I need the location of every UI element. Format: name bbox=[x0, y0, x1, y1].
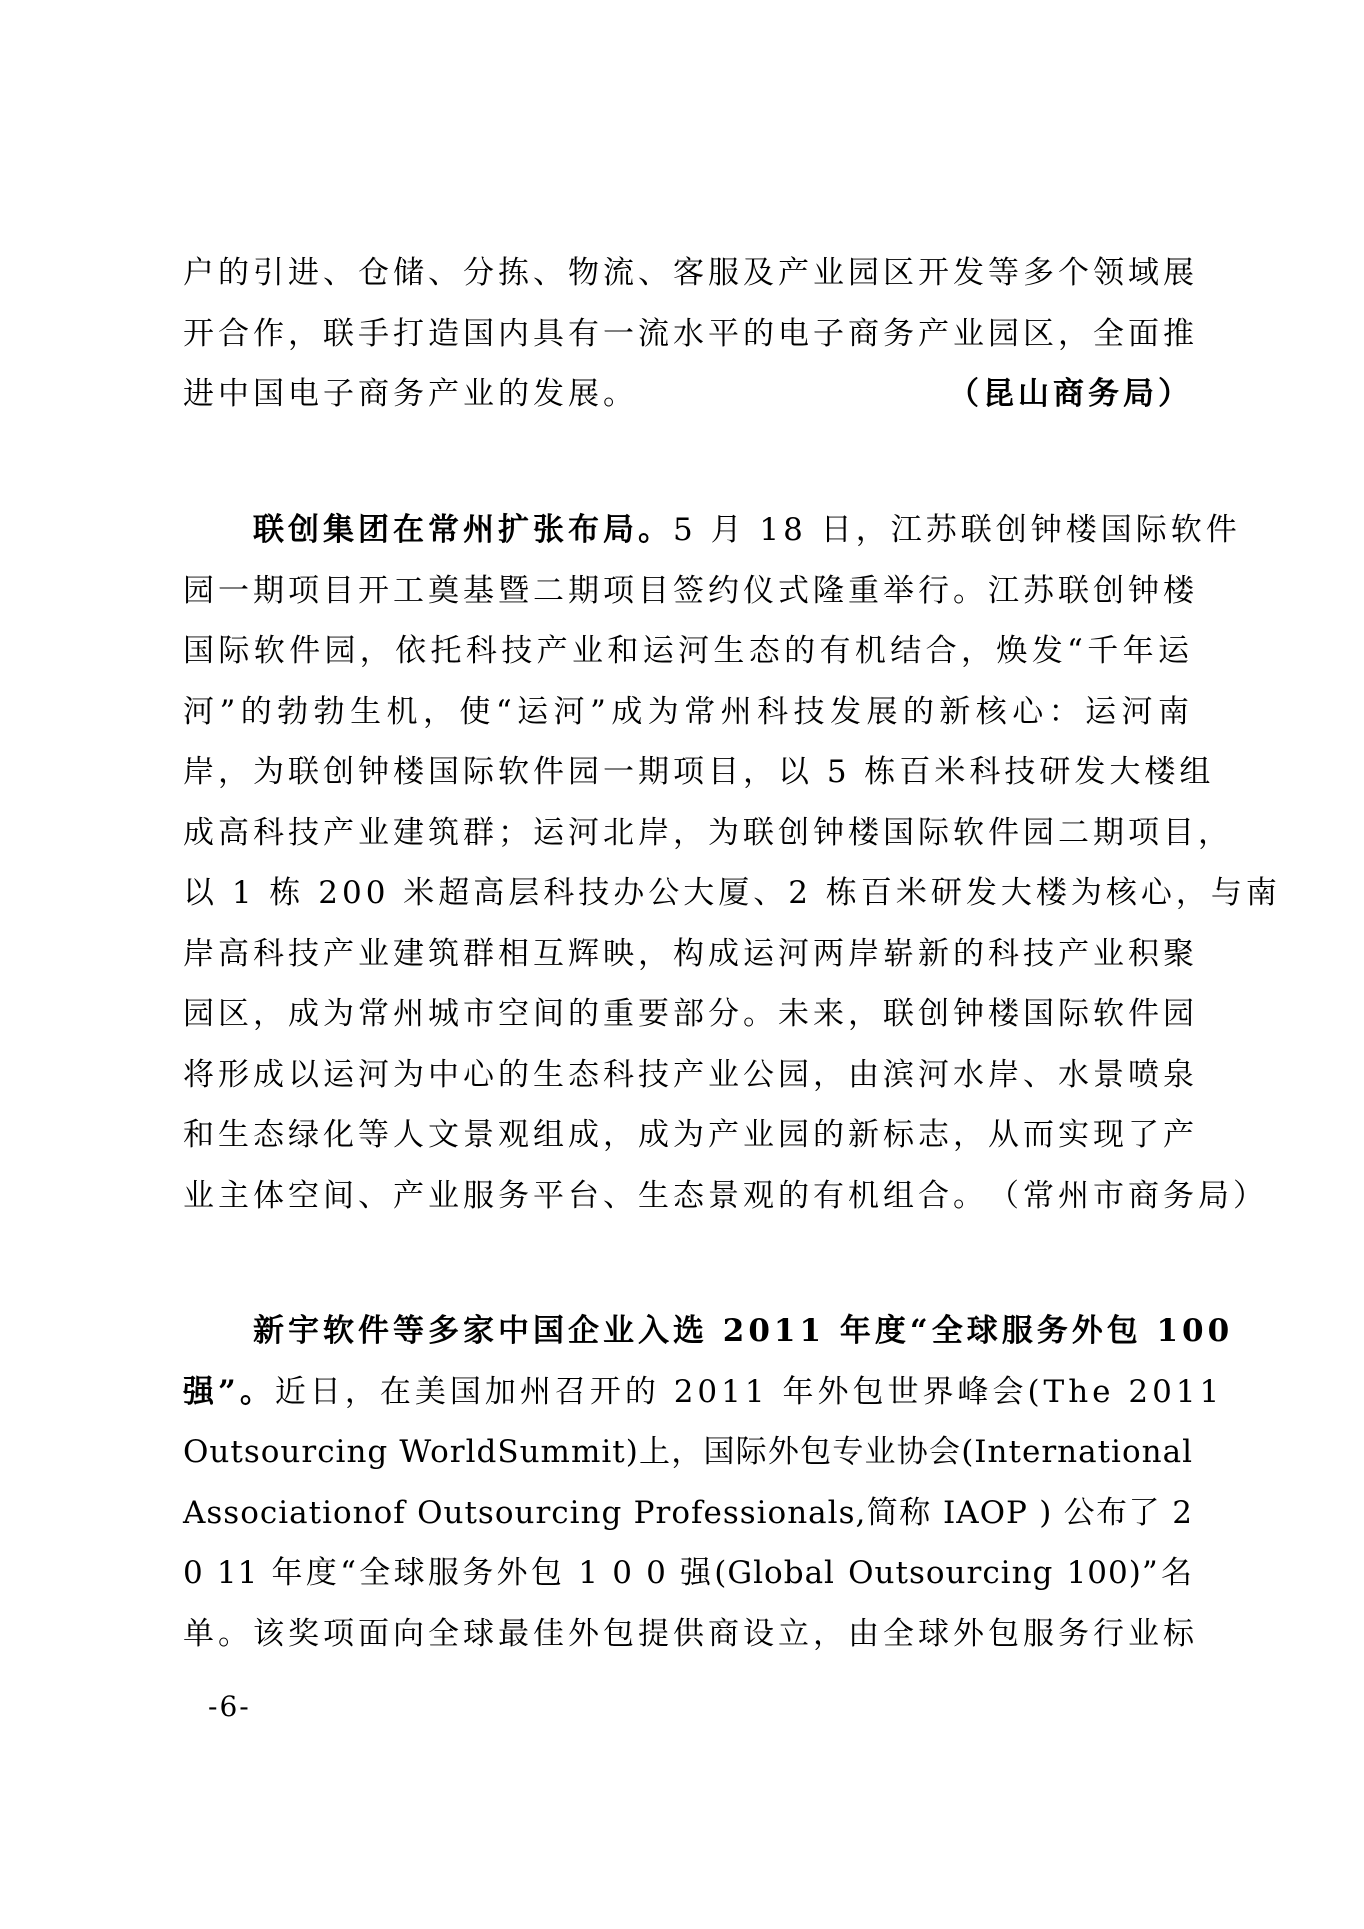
paragraph-1-line-1: 户的引进、仓储、分拣、物流、客服及产业园区开发等多个领域展 bbox=[183, 255, 1198, 291]
paragraph-3-line-6: 单。该奖项面向全球最佳外包提供商设立，由全球外包服务行业标 bbox=[183, 1615, 1198, 1652]
paragraph-3-title-line-2: 强”。 bbox=[183, 1373, 275, 1410]
paragraph-1-last-line bbox=[183, 364, 1193, 425]
paragraph-3-line-2 bbox=[183, 1362, 1224, 1423]
paragraph-1-source: （昆山商务局） bbox=[948, 376, 1193, 412]
paragraph-2-line-7: 以 1 栋 200 米超高层科技办公大厦、2 栋百米研发大楼为核心，与南 bbox=[183, 875, 1281, 911]
paragraph-3-line-3: Outsourcing WorldSummit)上，国际外包专业协会(International bbox=[183, 1434, 1193, 1470]
paragraph-2-line-11: 和生态绿化等人文景观组成，成为产业园的新标志，从而实现了产 bbox=[183, 1117, 1198, 1153]
paragraph-1 bbox=[183, 243, 1198, 425]
paragraph-2-last-text: 业主体空间、产业服务平台、生态景观的有机组合。 bbox=[183, 1177, 988, 1214]
paragraph-2-line-8: 岸高科技产业建筑群相互辉映，构成运河两岸崭新的科技产业积聚 bbox=[183, 935, 1198, 972]
paragraph-2-line-6: 成高科技产业建筑群；运河北岸，为联创钟楼国际软件园二期项目， bbox=[183, 814, 1233, 851]
paragraph-2-line-4: 河”的勃勃生机，使“运河”成为常州科技发展的新核心：运河南 bbox=[183, 693, 1193, 730]
paragraph-2 bbox=[183, 500, 1281, 1226]
paragraph-3-line-4: Associationof Outsourcing Professionals,简称 IAOP ) 公布了 2 bbox=[183, 1494, 1193, 1531]
page-number: -6- bbox=[208, 1690, 251, 1723]
paragraph-3-line-2-rest: 近日，在美国加州召开的 2011 年外包世界峰会(The 2011 bbox=[274, 1373, 1224, 1410]
paragraph-2-line-10: 将形成以运河为中心的生态科技产业公园，由滨河水岸、水景喷泉 bbox=[183, 1056, 1198, 1093]
paragraph-3 bbox=[183, 1301, 1234, 1664]
paragraph-2-source: （常州市商务局） bbox=[988, 1177, 1268, 1214]
paragraph-2-last-line bbox=[183, 1166, 1268, 1227]
paragraph-2-line-5: 岸，为联创钟楼国际软件园一期项目，以 5 栋百米科技研发大楼组 bbox=[183, 754, 1215, 790]
paragraph-2-line-3: 国际软件园，依托科技产业和运河生态的有机结合，焕发“千年运 bbox=[183, 633, 1193, 669]
paragraph-2-title: 联创集团在常州扩张布局。 bbox=[253, 512, 673, 548]
paragraph-1-last-text: 进中国电子商务产业的发展。 bbox=[183, 376, 638, 412]
paragraph-1-line-2: 开合作，联手打造国内具有一流水平的电子商务产业园区，全面推 bbox=[183, 315, 1198, 352]
paragraph-2-line-9: 园区，成为常州城市空间的重要部分。未来，联创钟楼国际软件园 bbox=[183, 996, 1198, 1032]
paragraph-2-line-1 bbox=[183, 500, 1241, 561]
paragraph-2-line-2: 园一期项目开工奠基暨二期项目签约仪式隆重举行。江苏联创钟楼 bbox=[183, 572, 1198, 609]
paragraph-2-first-line-rest: 5 月 18 日，江苏联创钟楼国际软件 bbox=[673, 512, 1241, 548]
paragraph-3-title-line-1: 新宇软件等多家中国企业入选 2011 年度“全球服务外包 100 bbox=[253, 1313, 1234, 1349]
paragraph-3-line-5: 0 11 年度“全球服务外包 1 0 0 强(Global Outsourcing 100)”名 bbox=[183, 1555, 1193, 1591]
